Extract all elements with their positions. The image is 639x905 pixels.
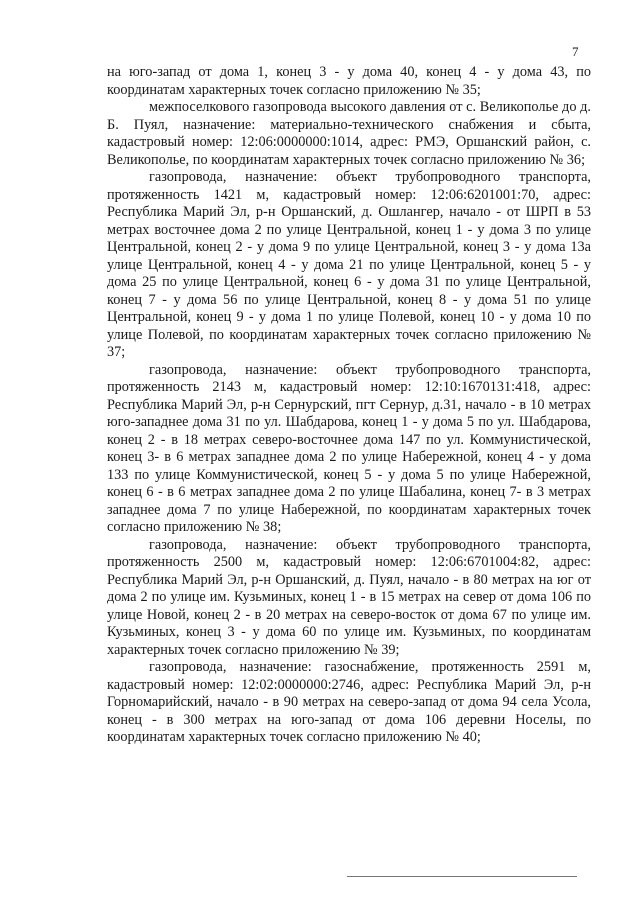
document-body — [107, 64, 591, 747]
paragraph-continuation: на юго-запад от дома 1, конец 3 - у дома 40, конец 4 - у дома 43, по координатам характерных точек согласно приложению № 35; — [107, 64, 591, 98]
paragraph-item-38: газопровода, назначение: объект трубопроводного транспорта, протяженность 2143 м, кадастровый номер: 12:10:1670131:418, адрес: Республика Марий Эл, р-н Сернурский, пгт Сернур, д.31, начало - в 10 метрах юго-западнее дома 31 по ул. Шабдарова, конец 1 - у дома 5 по ул. Шабдарова, конец 2 - в 18 метрах северо-восточнее дома 147 по ул. Коммунистической, конец 3- в 6 метрах западнее дома 2 по улице Набережной, конец 4 - у дома 133 по улице Коммунистической, конец 5 - у дома 5 по улице Набережной, конец 6 - в 6 метрах западнее дома 2 по улице Шабалина, конец 7- в 3 метрах западнее дома 7 по улице Набережной, по координатам характерных точек согласно приложению № 38; — [107, 361, 591, 535]
paragraph-item-37: газопровода, назначение: объект трубопроводного транспорта, протяженность 1421 м, кадастровый номер: 12:06:6201001:70, адрес: Республика Марий Эл, р-н Оршанский, д. Ошлангер, начало - от ШРП в 53 метрах восточнее дома 2 по улице Центральной, конец 1 - у дома 3 по улице Центральной, конец 2 - у дома 9 по улице Центральной, конец 3 - у дома 13а улице Центральной, конец 4 - у дома 21 по улице Центральной, конец 5 - у дома 25 по улице Центральной, конец 6 - у дома 31 по улице Центральной, конец 7 - у дома 56 по улице Центральной, конец 8 - у дома 51 по улице Центральной, конец 9 - у дома 1 по улице Полевой, конец 10 - у дома 10 по улице Полевой, по координатам характерных точек согласно приложению № 37; — [107, 169, 591, 360]
paragraph-item-36: межпоселкового газопровода высокого давления от с. Великополье до д. Б. Пуял, назначение: материально-технического снабжения и сбыта, кадастровый номер: 12:06:0000000:1014, адрес: РМЭ, Оршанский район, с. Великополье, по координатам характерных точек согласно приложению № 36; — [107, 99, 591, 168]
page-number: 7 — [572, 44, 579, 59]
paragraph-item-40: газопровода, назначение: газоснабжение, протяженность 2591 м, кадастровый номер: 12:02:0000000:2746, адрес: Республика Марий Эл, р-н Горномарийский, начало - в 90 метрах на северо-запад от дома 94 села Усола, конец - в 300 метрах на юго-запад от дома 106 деревни Носелы, по координатам характерных точек согласно приложению № 40; — [107, 659, 591, 745]
footer-divider — [347, 876, 577, 877]
paragraph-item-39: газопровода, назначение: объект трубопроводного транспорта, протяженность 2500 м, кадастровый номер: 12:06:6701004:82, адрес: Республика Марий Эл, р-н Оршанский, д. Пуял, начало - в 80 метрах на юг от дома 2 по улице им. Кузьминых, конец 1 - в 15 метрах на север от дома 106 по улице Новой, конец 2 - в 20 метрах на северо-восток от дома 67 по улице им. Кузьминых, конец 3 - у дома 60 по улице им. Кузьминых, по координатам характерных точек согласно приложению № 39; — [107, 536, 591, 658]
